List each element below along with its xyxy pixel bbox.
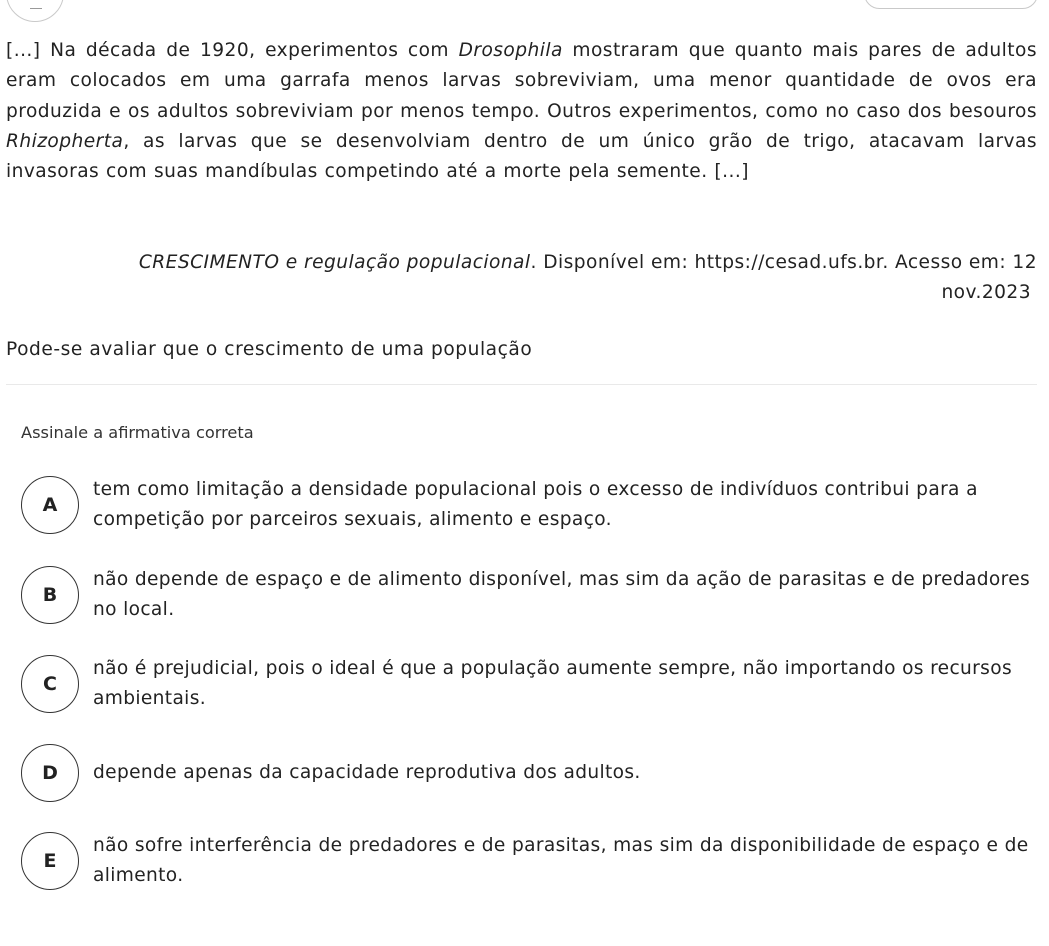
source-citation <box>6 248 1037 308</box>
species-drosophila: Drosophila <box>458 40 563 61</box>
top-action-pill[interactable] <box>864 0 1038 9</box>
question-stem: Pode-se avaliar que o crescimento de uma população <box>6 339 533 360</box>
option-text-d[interactable]: depende apenas da capacidade reprodutiva dos adultos. <box>93 761 641 783</box>
option-c[interactable] <box>21 654 1037 715</box>
passage-part-3: , as larvas que se desenvolviam dentro de um único grão de trigo, atacavam larvas invasoras com suas mandíbulas competindo até a morte pela semente. [...] <box>6 130 1037 183</box>
option-letter-e[interactable]: E <box>21 832 79 890</box>
citation-rest: . Disponível em: https://cesad.ufs.br. Acesso em: 12 <box>530 252 1037 273</box>
option-b[interactable] <box>21 565 1037 626</box>
option-letter-a[interactable]: A <box>21 476 79 534</box>
option-text-e[interactable]: não sofre interferência de predadores e de parasitas, mas sim da disponibilidade de espaço e de alimento. <box>93 835 1029 887</box>
species-rhizopherta: Rhizopherta <box>6 130 124 152</box>
option-d[interactable] <box>21 744 1037 802</box>
instruction-text: Assinale a afirmativa correta <box>21 423 254 442</box>
citation-date: nov.2023 <box>941 282 1031 303</box>
option-a[interactable] <box>21 475 1037 536</box>
passage-part-1: [...] Na década de 1920, experimentos com <box>6 40 459 61</box>
option-text-b[interactable]: não depende de espaço e de alimento disponível, mas sim da ação de parasitas e de predadores no local. <box>93 569 1031 621</box>
support-text <box>6 36 1037 187</box>
option-letter-b[interactable]: B <box>21 566 79 624</box>
citation-title: CRESCIMENTO e regulação populacional <box>138 252 531 273</box>
previous-nav-button[interactable] <box>6 0 64 22</box>
passage-part-2: mostraram que quanto mais pares de adultos eram colocados em uma garrafa menos larvas sobreviviam, uma menor quantidade de ovos era produzida e os adultos sobreviviam por menos tempo. Outros experimentos, como no caso dos besouros <box>6 40 1037 122</box>
option-letter-d[interactable]: D <box>21 744 79 802</box>
option-e[interactable] <box>21 831 1037 892</box>
divider <box>6 384 1037 385</box>
option-text-a[interactable]: tem como limitação a densidade populacional pois o excesso de indivíduos contribui para a competição por parceiros sexuais, alimento e espaço. <box>93 479 978 531</box>
option-letter-c[interactable]: C <box>21 655 79 713</box>
option-text-c[interactable]: não é prejudicial, pois o ideal é que a população aumente sempre, não importando os recursos ambientais. <box>93 658 1012 710</box>
